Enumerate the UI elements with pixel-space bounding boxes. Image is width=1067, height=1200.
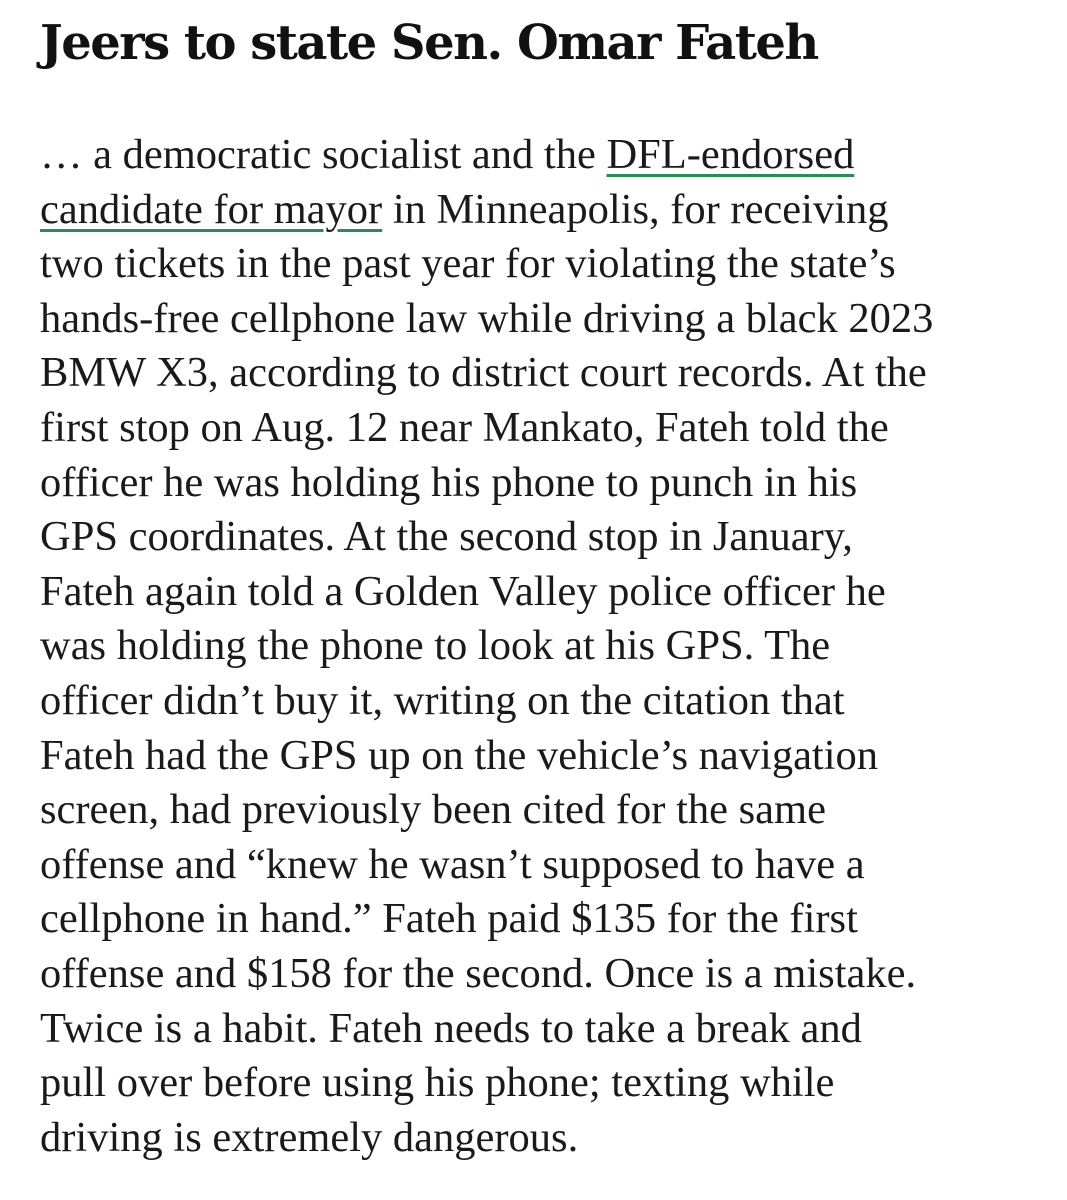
body-line <box>40 128 1040 183</box>
body-line: pull over before using his phone; texting while <box>40 1059 835 1107</box>
body-text: … a democratic socialist and the <box>40 131 607 178</box>
body-line: officer he was holding his phone to punch in his <box>40 458 858 506</box>
candidate-for-mayor-link[interactable]: candidate for mayor <box>40 185 383 233</box>
body-line: offense and $158 for the second. Once is a mistake. <box>40 949 917 997</box>
body-line: was holding the phone to look at his GPS. The <box>40 622 831 670</box>
body-text: in Minneapolis, for receiving <box>382 185 889 233</box>
body-line: offense and “knew he wasn’t supposed to have a <box>40 840 865 888</box>
body-line: Twice is a habit. Fateh needs to take a break and <box>40 1004 862 1052</box>
body-line: hands-free cellphone law while driving a black 2023 <box>40 294 934 342</box>
article-body <box>40 128 1040 1165</box>
body-line: officer didn’t buy it, writing on the citation that <box>40 676 845 724</box>
body-line: screen, had previously been cited for the same <box>40 786 826 834</box>
headline: Jeers to state Sen. Omar Fateh <box>40 15 818 71</box>
body-line: BMW X3, according to district court records. At the <box>40 349 927 397</box>
body-line: driving is extremely dangerous. <box>40 1113 579 1161</box>
body-line: Fateh again told a Golden Valley police officer he <box>40 567 886 615</box>
body-line: two tickets in the past year for violating the state’s <box>40 240 896 288</box>
body-line: cellphone in hand.” Fateh paid $135 for the first <box>40 895 858 943</box>
dfl-endorsed-link[interactable]: DFL-endorsed <box>606 131 855 178</box>
body-line: first stop on Aug. 12 near Mankato, Fateh told the <box>40 403 889 451</box>
body-line <box>40 183 1040 238</box>
body-line: GPS coordinates. At the second stop in January, <box>40 513 853 561</box>
body-line: Fateh had the GPS up on the vehicle’s navigation <box>40 731 879 779</box>
